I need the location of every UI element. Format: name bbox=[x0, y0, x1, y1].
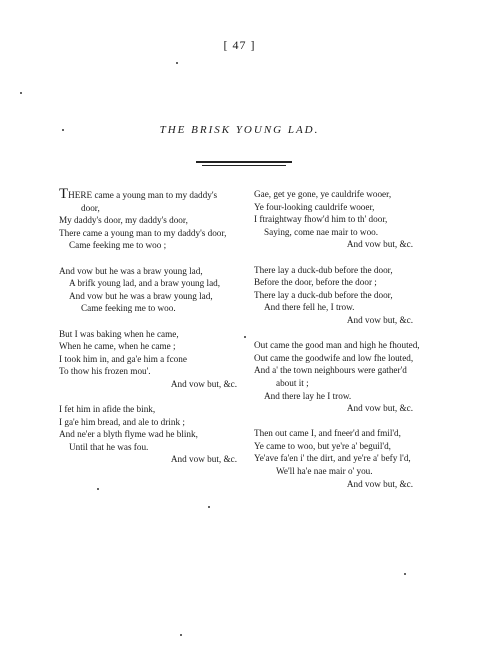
speck-2 bbox=[20, 92, 22, 94]
verse-line: My daddy's door, my daddy's door, bbox=[59, 215, 188, 226]
refrain-line: And vow but, &c. bbox=[170, 454, 237, 465]
verse-line: I ga'e him bread, and ale to drink ; bbox=[59, 416, 185, 427]
verse-line: We'll ha'e nae mair o' you. bbox=[276, 466, 373, 477]
verse-line: I ftraightway fhow'd him to th' door, bbox=[254, 214, 388, 225]
verse-line: And ne'er a blyth flyme wad he blink, bbox=[59, 429, 198, 440]
verse-line: Ye four-looking cauldrife wooer, bbox=[254, 201, 375, 212]
stanza bbox=[254, 264, 444, 327]
refrain-line: And vow but, &c. bbox=[346, 239, 413, 250]
verse-line: Before the door, before the door ; bbox=[254, 277, 377, 288]
verse-line: Ye'ave fa'en i' the dirt, and ye're a' befy l'd, bbox=[254, 453, 411, 464]
stanza bbox=[59, 328, 245, 391]
refrain-line: And vow but, &c. bbox=[346, 314, 413, 325]
verse-line: Gae, get ye gone, ye cauldrife wooer, bbox=[254, 189, 392, 199]
verse-line-rest: HERE came a young man to my daddy's bbox=[68, 190, 218, 200]
stanza bbox=[59, 265, 245, 315]
verse-line: To thow his frozen mou'. bbox=[59, 366, 151, 377]
speck-1 bbox=[176, 62, 178, 64]
stanza bbox=[254, 427, 444, 490]
verse-line: Saying, come nae mair to woo. bbox=[264, 226, 379, 237]
verse-line: When he came, when he came ; bbox=[59, 341, 176, 352]
verse-line: Out came the good man and high he fhouted, bbox=[254, 340, 420, 351]
title-rule-thin bbox=[202, 165, 286, 166]
speck-8 bbox=[180, 634, 182, 636]
page-number: [ 47 ] bbox=[223, 38, 256, 52]
speck-6 bbox=[208, 506, 210, 508]
verse-line: A brifk young lad, and a braw young lad, bbox=[69, 278, 221, 289]
verse-line: And vow but he was a braw young lad, bbox=[59, 265, 203, 276]
initial-letter: T bbox=[59, 186, 69, 202]
speck-5 bbox=[97, 488, 99, 490]
refrain-line: And vow but, &c. bbox=[346, 478, 413, 489]
stanza bbox=[59, 188, 245, 252]
right-column bbox=[254, 188, 444, 503]
verse-line: Until that he was fou. bbox=[69, 441, 149, 452]
left-column bbox=[59, 188, 245, 479]
verse-line: There lay a duck-dub before the door, bbox=[254, 264, 393, 275]
verse-line: I took him in, and ga'e him a fcone bbox=[59, 353, 187, 364]
title-rule-thick bbox=[196, 161, 292, 163]
verse-line: Came feeking me to woo. bbox=[81, 303, 176, 314]
verse-line: And there fell he, I trow. bbox=[264, 302, 355, 313]
refrain-line: And vow but, &c. bbox=[346, 403, 413, 414]
stanza bbox=[254, 339, 444, 415]
verse-line: And vow but he was a braw young lad, bbox=[69, 290, 213, 301]
verse-line: There lay a duck-dub before the door, bbox=[254, 289, 393, 300]
stanza bbox=[59, 403, 245, 466]
verse-line: Then out came I, and fneer'd and fmil'd, bbox=[254, 428, 401, 439]
verse-line: But I was baking when he came, bbox=[59, 328, 179, 339]
verse-line: I fet him in afide the bink, bbox=[59, 404, 156, 415]
speck-7 bbox=[404, 573, 406, 575]
refrain-line: And vow but, &c. bbox=[170, 378, 237, 389]
verse-line: And a' the town neighbours were gather'd bbox=[254, 365, 407, 376]
verse-line: Ye came to woo, but ye're a' beguil'd, bbox=[254, 440, 391, 451]
poem-title: THE BRISK YOUNG LAD. bbox=[159, 124, 320, 136]
verse-line: about it ; bbox=[276, 377, 309, 388]
verse-line bbox=[59, 188, 245, 202]
verse-line: And there lay he I trow. bbox=[264, 390, 352, 401]
verse-line: Came feeking me to woo ; bbox=[69, 240, 167, 251]
stanza bbox=[254, 188, 444, 251]
verse-line: There came a young man to my daddy's door, bbox=[59, 227, 227, 238]
verse-line: door, bbox=[81, 202, 100, 213]
verse-line: Out came the goodwife and low fhe louted, bbox=[254, 352, 414, 363]
